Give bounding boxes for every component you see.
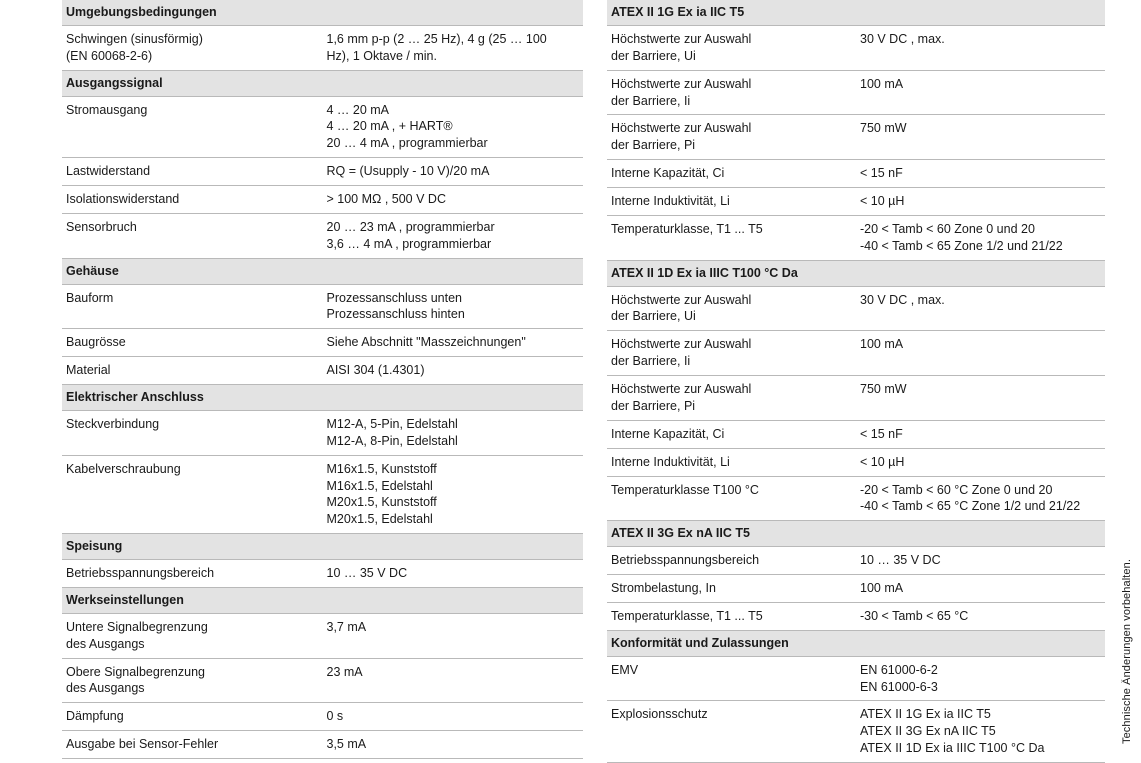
spec-row-value — [856, 701, 1105, 763]
spec-row-value — [856, 376, 1105, 421]
spec-row-value — [856, 448, 1105, 476]
spec-row-label — [607, 701, 856, 763]
spec-value-line: < 15 nF — [860, 426, 903, 441]
spec-label-line: Dämpfung — [66, 709, 124, 724]
spec-row-value — [323, 96, 584, 158]
spec-value-line: 20 … 23 mA , programmierbar — [326, 219, 495, 234]
spec-row-value — [856, 420, 1105, 448]
spec-row-value — [856, 547, 1105, 575]
spec-row — [607, 547, 1105, 575]
spec-row — [607, 70, 1105, 115]
spec-row-value — [323, 284, 584, 329]
spec-row-value — [856, 286, 1105, 331]
spec-label-line: Interne Kapazität, Ci — [611, 426, 725, 441]
spec-row-value — [323, 455, 584, 534]
spec-value-line: Prozessanschluss unten — [326, 290, 462, 305]
spec-row — [607, 160, 1105, 188]
spec-section-header — [62, 0, 583, 25]
spec-row-label — [62, 703, 323, 731]
spec-label-line: der Barriere, Ui — [611, 309, 696, 324]
spec-label-line: Lastwiderstand — [66, 164, 151, 179]
spec-label-line: Untere Signalbegrenzung — [66, 619, 208, 634]
right-spec-table — [607, 0, 1105, 763]
spec-value-line: 10 … 35 V DC — [860, 553, 941, 568]
spec-row-value — [323, 158, 584, 186]
spec-row — [607, 602, 1105, 630]
spec-row — [62, 357, 583, 385]
spec-row — [607, 448, 1105, 476]
spec-section-header — [62, 534, 583, 560]
spec-row-label — [607, 656, 856, 701]
spec-value-line: 750 mW — [860, 382, 907, 396]
spec-row-value — [323, 703, 584, 731]
spec-section-title: Umgebungsbedingungen — [62, 0, 583, 25]
spec-label-line: Material — [66, 363, 111, 378]
spec-value-line: M20x1.5, Kunststoff — [326, 495, 437, 510]
spec-value-line: EN 61000-6-3 — [860, 679, 938, 694]
legal-sidenote: Technische Änderungen vorbehalten. — [1121, 558, 1133, 744]
spec-row-label — [62, 613, 323, 658]
spec-label-line: Höchstwerte zur Auswahl — [611, 31, 752, 46]
spec-value-line: 3,6 … 4 mA , programmierbar — [326, 236, 492, 251]
spec-row-label — [607, 215, 856, 260]
spec-row-label — [62, 455, 323, 534]
spec-row-value — [856, 160, 1105, 188]
spec-row-value — [856, 115, 1105, 160]
spec-value-line: EN 61000-6-2 — [860, 662, 938, 677]
spec-row — [62, 658, 583, 703]
spec-value-line: 100 mA — [860, 337, 904, 352]
spec-row — [607, 476, 1105, 521]
spec-section-title: Werkseinstellungen — [62, 587, 583, 613]
spec-row — [62, 158, 583, 186]
spec-section-header — [62, 258, 583, 284]
spec-value-line: -40 < Tamb < 65 °C Zone 1/2 und 21/22 — [860, 499, 1081, 514]
spec-label-line: Ausgabe bei Sensor-Fehler — [66, 737, 219, 752]
spec-row-value — [323, 213, 584, 258]
spec-section-header — [607, 521, 1105, 547]
spec-row — [607, 656, 1105, 701]
spec-row — [607, 115, 1105, 160]
spec-value-line: ATEX II 3G Ex nA IIC T5 — [860, 724, 996, 739]
spec-section-title: Elektrischer Anschluss — [62, 385, 583, 411]
spec-value-line: -20 < Tamb < 60 °C Zone 0 und 20 — [860, 482, 1053, 497]
spec-row — [607, 215, 1105, 260]
spec-row — [607, 188, 1105, 216]
spec-row-value — [856, 70, 1105, 115]
spec-row-label — [607, 420, 856, 448]
spec-label-line: EMV — [611, 662, 639, 677]
spec-label-line: Baugrösse — [66, 335, 126, 350]
spec-label-line: Strombelastung, In — [611, 581, 716, 595]
spec-row — [62, 96, 583, 158]
spec-label-line: Stromausgang — [66, 102, 148, 117]
spec-value-line: 4 … 20 mA — [326, 102, 390, 117]
spec-row-label — [62, 213, 323, 258]
spec-row — [607, 420, 1105, 448]
spec-row-value — [323, 410, 584, 455]
spec-value-line: 100 mA — [860, 76, 904, 91]
spec-label-line: Schwingen (sinusförmig) — [66, 31, 203, 46]
spec-value-line: -30 < Tamb < 65 °C — [860, 608, 969, 623]
spec-row — [62, 560, 583, 588]
spec-value-line: M20x1.5, Edelstahl — [326, 512, 433, 527]
spec-row-label — [62, 96, 323, 158]
spec-section-header — [607, 260, 1105, 286]
spec-label-line: Interne Induktivität, Li — [611, 454, 730, 469]
spec-value-line: Hz), 1 Oktave / min. — [326, 48, 437, 63]
spec-value-line: > 100 MΩ , 500 V DC — [326, 192, 446, 206]
spec-row-value — [856, 215, 1105, 260]
spec-row — [607, 286, 1105, 331]
spec-value-line: 3,5 mA — [326, 737, 367, 752]
spec-row-label — [607, 476, 856, 521]
spec-row — [62, 186, 583, 214]
spec-value-line: RQ = (Usupply - 10 V)/20 mA — [326, 164, 490, 179]
spec-row-value — [323, 25, 584, 70]
spec-row — [62, 25, 583, 70]
spec-label-line: Höchstwerte zur Auswahl — [611, 292, 752, 307]
spec-label-line: Obere Signalbegrenzung — [66, 664, 205, 679]
spec-value-line: M16x1.5, Edelstahl — [326, 478, 433, 493]
spec-label-line: Sensorbruch — [66, 219, 137, 234]
spec-label-line: Kabelverschraubung — [66, 461, 181, 476]
spec-value-line: 100 mA — [860, 581, 904, 595]
spec-label-line: der Barriere, Ui — [611, 48, 696, 63]
spec-value-line: 30 V DC , max. — [860, 31, 945, 46]
spec-row-value — [323, 186, 584, 214]
spec-section-title: Gehäuse — [62, 258, 583, 284]
spec-row-label — [62, 357, 323, 385]
spec-row — [607, 701, 1105, 763]
spec-label-line: Isolationswiderstand — [66, 192, 180, 206]
spec-row — [62, 613, 583, 658]
spec-value-line: 20 … 4 mA , programmierbar — [326, 136, 488, 151]
spec-row-label — [607, 286, 856, 331]
spec-row-label — [62, 731, 323, 759]
right-spec-column — [597, 0, 1119, 763]
spec-value-line: 4 … 20 mA , + HART® — [326, 119, 453, 134]
spec-row-value — [323, 613, 584, 658]
spec-value-line: 10 … 35 V DC — [326, 566, 408, 580]
spec-value-line: 0 s — [326, 709, 344, 724]
spec-row — [62, 455, 583, 534]
spec-section-header — [607, 630, 1105, 656]
spec-value-line: < 10 µH — [860, 194, 905, 208]
spec-value-line: AISI 304 (1.4301) — [326, 363, 425, 378]
spec-value-line: ATEX II 1G Ex ia IIC T5 — [860, 707, 991, 722]
spec-row-label — [607, 547, 856, 575]
spec-label-line: (EN 60068-2-6) — [66, 48, 153, 63]
spec-label-line: Betriebsspannungsbereich — [66, 566, 215, 580]
spec-label-line: der Barriere, Pi — [611, 138, 696, 153]
spec-label-line: Steckverbindung — [66, 416, 160, 431]
spec-value-line: < 15 nF — [860, 166, 903, 181]
spec-row-value — [323, 560, 584, 588]
spec-row-value — [856, 575, 1105, 603]
spec-row — [62, 703, 583, 731]
spec-label-line: Temperaturklasse, T1 ... T5 — [611, 221, 763, 236]
spec-row — [62, 213, 583, 258]
spec-value-line: -20 < Tamb < 60 Zone 0 und 20 — [860, 221, 1035, 236]
spec-row — [62, 329, 583, 357]
spec-row — [607, 575, 1105, 603]
spec-row-value — [323, 357, 584, 385]
spec-row-label — [62, 158, 323, 186]
left-spec-body — [62, 0, 583, 759]
spec-row-value — [323, 329, 584, 357]
spec-value-line: 30 V DC , max. — [860, 292, 945, 307]
spec-value-line: 1,6 mm p-p (2 … 25 Hz), 4 g (25 … 100 — [326, 31, 547, 46]
right-spec-body — [607, 0, 1105, 763]
spec-value-line: 750 mW — [860, 121, 907, 136]
spec-value-line: 23 mA — [326, 664, 363, 679]
spec-row-label — [607, 25, 856, 70]
spec-row-label — [62, 410, 323, 455]
spec-row — [62, 410, 583, 455]
spec-value-line: Siehe Abschnitt "Masszeichnungen" — [326, 335, 526, 350]
spec-row-label — [607, 160, 856, 188]
spec-section-title: ATEX II 1G Ex ia IIC T5 — [607, 0, 1105, 25]
spec-label-line: Höchstwerte zur Auswahl — [611, 76, 752, 91]
spec-row-label — [62, 25, 323, 70]
spec-row-label — [607, 602, 856, 630]
spec-label-line: des Ausgangs — [66, 681, 145, 696]
spec-value-line: < 10 µH — [860, 454, 905, 469]
spec-label-line: Interne Kapazität, Ci — [611, 166, 725, 181]
spec-label-line: Bauform — [66, 290, 114, 305]
spec-value-line: ATEX II 1D Ex ia IIIC T100 °C Da — [860, 741, 1045, 756]
spec-section-header — [62, 587, 583, 613]
spec-row-label — [62, 658, 323, 703]
spec-label-line: Höchstwerte zur Auswahl — [611, 121, 752, 136]
spec-row — [62, 284, 583, 329]
spec-row — [607, 376, 1105, 421]
spec-row-label — [607, 115, 856, 160]
spec-row-value — [856, 656, 1105, 701]
spec-row-label — [62, 284, 323, 329]
spec-section-title: ATEX II 3G Ex nA IIC T5 — [607, 521, 1105, 547]
left-spec-table — [62, 0, 583, 759]
spec-row-label — [607, 376, 856, 421]
spec-label-line: der Barriere, Ii — [611, 354, 691, 369]
spec-value-line: -40 < Tamb < 65 Zone 1/2 und 21/22 — [860, 238, 1063, 253]
spec-section-title: Speisung — [62, 534, 583, 560]
spec-row — [62, 731, 583, 759]
spec-row-value — [323, 731, 584, 759]
spec-label-line: der Barriere, Pi — [611, 398, 696, 413]
spec-label-line: Höchstwerte zur Auswahl — [611, 337, 752, 352]
spec-value-line: M12-A, 5-Pin, Edelstahl — [326, 416, 458, 431]
spec-row-value — [856, 188, 1105, 216]
spec-value-line: 3,7 mA — [326, 619, 367, 634]
spec-section-title: Konformität und Zulassungen — [607, 630, 1105, 656]
spec-row-label — [62, 560, 323, 588]
spec-row-label — [62, 186, 323, 214]
spec-label-line: der Barriere, Ii — [611, 93, 691, 108]
spec-label-line: Temperaturklasse T100 °C — [611, 482, 759, 497]
spec-label-line: Interne Induktivität, Li — [611, 194, 730, 208]
spec-row-value — [856, 331, 1105, 376]
spec-row — [607, 331, 1105, 376]
spec-row-value — [856, 25, 1105, 70]
spec-section-header — [62, 385, 583, 411]
spec-label-line: Betriebsspannungsbereich — [611, 553, 760, 568]
spec-section-title: ATEX II 1D Ex ia IIIC T100 °C Da — [607, 260, 1105, 286]
spec-row-label — [607, 575, 856, 603]
spec-row-value — [856, 602, 1105, 630]
spec-label-line: Explosionsschutz — [611, 707, 708, 722]
spec-row-value — [323, 658, 584, 703]
spec-section-header — [607, 0, 1105, 25]
spec-row-label — [607, 331, 856, 376]
spec-row — [607, 25, 1105, 70]
spec-label-line: Höchstwerte zur Auswahl — [611, 382, 752, 396]
spec-value-line: M12-A, 8-Pin, Edelstahl — [326, 433, 458, 448]
spec-row-label — [62, 329, 323, 357]
spec-label-line: des Ausgangs — [66, 636, 145, 651]
spec-value-line: M16x1.5, Kunststoff — [326, 461, 437, 476]
spec-value-line: Prozessanschluss hinten — [326, 307, 465, 322]
spec-section-header — [62, 70, 583, 96]
spec-row-value — [856, 476, 1105, 521]
spec-row-label — [607, 188, 856, 216]
spec-section-title: Ausgangssignal — [62, 70, 583, 96]
spec-row-label — [607, 70, 856, 115]
spec-row-label — [607, 448, 856, 476]
spec-label-line: Temperaturklasse, T1 ... T5 — [611, 608, 763, 623]
